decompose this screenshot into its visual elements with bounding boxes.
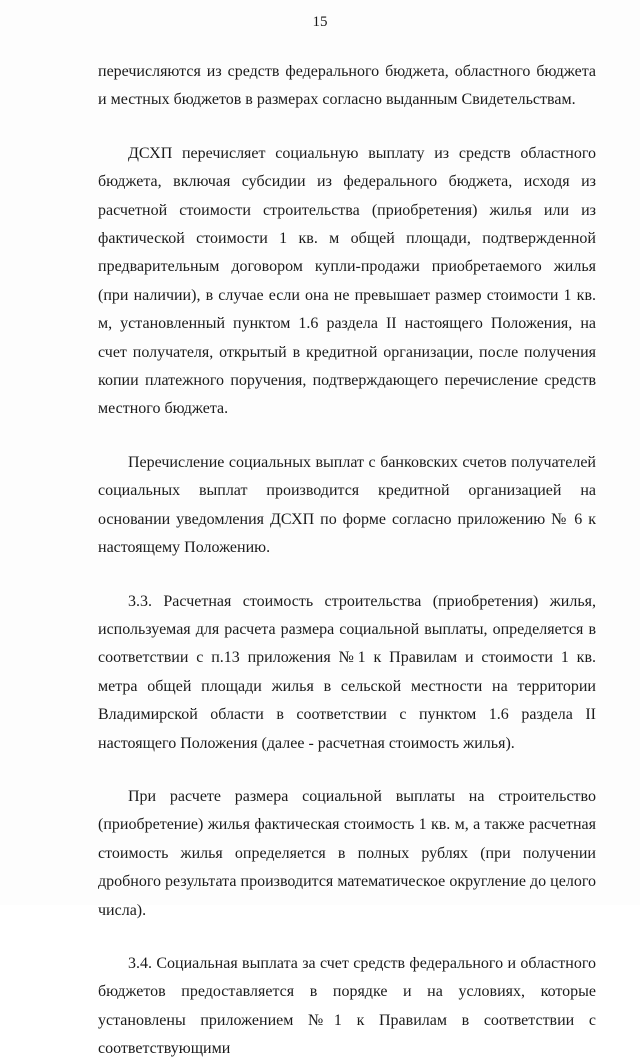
paragraph-3-3: 3.3. Расчетная стоимость строительства (приобретения) жилья, используемая для расчета размера социальной выплаты, определяется в соответствии с п.13 приложения №1 к Правилам и стоимости 1 кв. метра общей площади жилья в сельской местности на территории Владимирской области в соответствии с пунктом 1.6 раздела II настоящего Положения (далее - расчетная стоимость жилья).	[98, 592, 596, 752]
paragraph-bank-transfer: Перечисление социальных выплат с банковских счетов получателей социальных выплат производится кредитной организацией на основании уведомления ДСХП по форме согласно приложению № 6 к настоящему Положению.	[98, 453, 596, 557]
paragraph-continuation: перечисляются из средств федерального бюджета, областного бюджета и местных бюджетов в размерах согласно выданным Свидетельствам.	[98, 63, 596, 109]
page-number: 15	[312, 14, 328, 30]
paragraph-calculation: При расчете размера социальной выплаты на строительство (приобретение) жилья фактическая стоимость 1 кв. м, а также расчетная стоимость жилья определяется в полных рублях (при получении дробного результата производится математическое округление до целого числа).	[98, 787, 596, 919]
paragraph-dshp-transfer: ДСХП перечисляет социальную выплату из средств областного бюджета, включая субсидии из федерального бюджета, исходя из расчетной стоимости строительства (приобретения) жилья или из фактической стоимости 1 кв. м общей площади, подтвержденной предварительным договором купли-продажи приобретаемого жилья (при наличии), в случае если она не превышает размер стоимости 1 кв. м, установленный пунктом 1.6 раздела II настоящего Положения, на счет получателя, открытый в кредитной организации, после получения копии платежного поручения, подтверждающего перечисление средств местного бюджета.	[98, 144, 596, 418]
paragraph-3-4: 3.4. Социальная выплата за счет средств федерального и областного бюджетов предоставляется в порядке и на условиях, которые установлены приложением №1 к Правилам в соответствии с соответствующими	[98, 954, 596, 1058]
document-body	[98, 58, 596, 1064]
